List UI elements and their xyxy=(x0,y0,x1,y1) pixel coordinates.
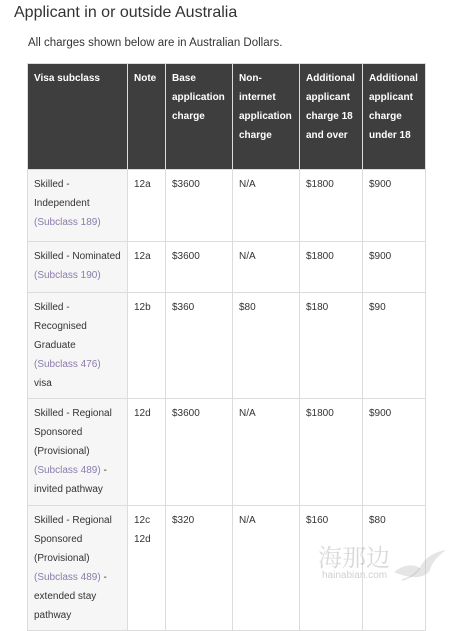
col-header-child-charge: Additional applicant charge under 18 xyxy=(363,64,426,170)
note-cell: 12c 12d xyxy=(128,506,166,631)
non-internet-charge-cell: N/A xyxy=(233,399,300,506)
visa-subclass-cell xyxy=(28,293,128,399)
currency-note: All charges shown below are in Australian Dollars. xyxy=(28,37,283,49)
col-header-adult-charge: Additional applicant charge 18 and over xyxy=(300,64,363,170)
visa-name: Skilled - Regional Sponsored (Provisional) xyxy=(34,408,112,457)
child-charge-cell: $900 xyxy=(363,242,426,293)
subclass-link[interactable]: (Subclass 190) xyxy=(34,270,101,281)
visa-name: Skilled - Independent xyxy=(34,179,90,209)
base-charge-cell: $3600 xyxy=(166,242,233,293)
visa-suffix: visa xyxy=(34,378,52,389)
bird-logo-icon xyxy=(390,546,450,584)
base-charge-cell: $3600 xyxy=(166,170,233,242)
table-header-row xyxy=(28,64,426,170)
adult-charge-cell: $160 xyxy=(300,506,363,631)
child-charge-cell: $900 xyxy=(363,399,426,506)
adult-charge-cell: $1800 xyxy=(300,242,363,293)
subclass-link[interactable]: (Subclass 189) xyxy=(34,217,101,228)
non-internet-charge-cell: N/A xyxy=(233,242,300,293)
visa-subclass-cell xyxy=(28,506,128,631)
col-header-non-internet-charge: Non-internet application charge xyxy=(233,64,300,170)
visa-subclass-cell xyxy=(28,170,128,242)
adult-charge-cell: $180 xyxy=(300,293,363,399)
table-row xyxy=(28,170,426,242)
child-charge-cell: $90 xyxy=(363,293,426,399)
visa-subclass-cell xyxy=(28,242,128,293)
child-charge-cell: $900 xyxy=(363,170,426,242)
subclass-link[interactable]: (Subclass 489) xyxy=(34,465,101,476)
visa-subclass-cell xyxy=(28,399,128,506)
visa-name: Skilled - Regional Sponsored (Provisional) xyxy=(34,515,112,564)
adult-charge-cell: $1800 xyxy=(300,170,363,242)
watermark-subtext: hainabian.com xyxy=(322,570,388,581)
visa-suffix: - invited pathway xyxy=(34,465,107,495)
child-charge-cell: $80 xyxy=(363,506,426,631)
visa-name: Skilled - Recognised Graduate xyxy=(34,302,87,351)
base-charge-cell: $320 xyxy=(166,506,233,631)
subclass-link[interactable]: (Subclass 476) xyxy=(34,359,101,370)
watermark-text: 海那边 xyxy=(318,544,390,572)
note-cell: 12a xyxy=(128,242,166,293)
table-row xyxy=(28,242,426,293)
visa-name: Skilled - Nominated xyxy=(34,251,121,262)
note-cell: 12d xyxy=(128,399,166,506)
adult-charge-cell: $1800 xyxy=(300,399,363,506)
col-header-note: Note xyxy=(128,64,166,170)
base-charge-cell: $360 xyxy=(166,293,233,399)
non-internet-charge-cell: N/A xyxy=(233,170,300,242)
subclass-link[interactable]: (Subclass 489) xyxy=(34,572,101,583)
col-header-visa-subclass: Visa subclass xyxy=(28,64,128,170)
table-row xyxy=(28,399,426,506)
non-internet-charge-cell: N/A xyxy=(233,506,300,631)
col-header-base-charge: Base application charge xyxy=(166,64,233,170)
visa-suffix: - extended stay pathway xyxy=(34,572,107,621)
note-cell: 12a xyxy=(128,170,166,242)
base-charge-cell: $3600 xyxy=(166,399,233,506)
table-row xyxy=(28,293,426,399)
page-title: Applicant in or outside Australia xyxy=(14,4,238,21)
non-internet-charge-cell: $80 xyxy=(233,293,300,399)
note-cell: 12b xyxy=(128,293,166,399)
